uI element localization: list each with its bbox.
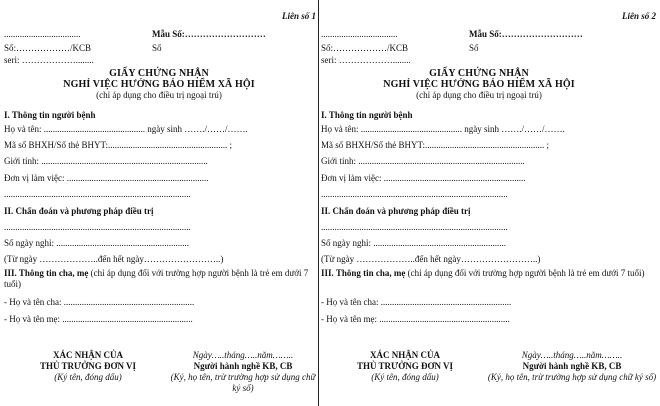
father-name-field: - Họ và tên cha: .......................................................... bbox=[4, 297, 195, 307]
workplace-field-continued: ................................................................................... bbox=[321, 189, 508, 199]
father-name-field: - Họ và tên cha: .......................................................... bbox=[321, 297, 512, 307]
confirm-note: (Ký tên, đóng dấu) bbox=[371, 372, 439, 382]
title-line-2: NGHỈ VIỆC HƯỞNG BẢO HIỂM XÃ HỘI bbox=[63, 79, 255, 90]
confirm-heading-1: XÁC NHẬN CỦA bbox=[53, 350, 123, 360]
practitioner-heading: Người hành nghề KB, CB bbox=[522, 361, 622, 371]
diagnosis-line: ................................................................................... bbox=[4, 222, 191, 232]
workplace-field: Đơn vị làm việc: ............................................................... bbox=[321, 173, 526, 183]
practitioner-note: (Ký, họ tên, trừ trường hợp sử dụng chữ ký số) bbox=[487, 372, 657, 382]
gender-field: Giới tính: .......................................................................... bbox=[321, 156, 525, 166]
workplace-field-continued: ................................................................................... bbox=[4, 189, 191, 199]
practitioner-heading: Người hành nghề KB, CB bbox=[193, 361, 293, 371]
copy-label: Liên số 2 bbox=[621, 11, 656, 21]
title-line-3: (chỉ áp dụng cho điều trị ngoại trú) bbox=[96, 90, 222, 100]
mother-name-field: - Họ và tên mẹ: .......................................................... bbox=[4, 314, 193, 324]
section-1-heading: I. Thông tin người bệnh bbox=[321, 110, 413, 120]
form-copy-1 bbox=[0, 0, 318, 406]
mau-so: Mẫu Số:……………………… bbox=[152, 29, 266, 39]
practitioner-note: (Ký, họ tên, trừ trường hợp sử dụng chữ ký số) bbox=[170, 372, 316, 393]
section-1-heading: I. Thông tin người bệnh bbox=[4, 110, 96, 120]
form-copy-2 bbox=[318, 0, 660, 406]
seri: seri: ………………........ bbox=[4, 55, 94, 65]
mother-name-field: - Họ và tên mẹ: .......................................................... bbox=[321, 314, 510, 324]
confirm-note: (Ký tên, đóng dấu) bbox=[54, 372, 122, 382]
gender-field: Giới tính: .......................................................................... bbox=[4, 156, 208, 166]
so-right: Số bbox=[152, 43, 162, 53]
leave-days-field: Số ngày nghỉ: ........................................................... bbox=[321, 238, 507, 248]
title-line-2: NGHỈ VIỆC HƯỞNG BẢO HIỂM XÃ HỘI bbox=[383, 79, 575, 90]
leave-range-field: (Từ ngày ………………..đến hết ngày……………………..) bbox=[321, 254, 541, 264]
title-line-3: (chỉ áp dụng cho điều trị ngoại trú) bbox=[416, 90, 542, 100]
confirm-heading-2: THỦ TRƯỞNG ĐƠN VỊ bbox=[39, 361, 137, 371]
section-2-heading: II. Chẩn đoán và phương pháp điều trị bbox=[321, 206, 471, 216]
mau-so: Mẫu Số:……………………… bbox=[469, 29, 583, 39]
insurance-number-field: Mã số BHXH/Số thẻ BHYT:..................................................... ; bbox=[4, 140, 233, 150]
workplace-field: Đơn vị làm việc: ............................................................... bbox=[4, 173, 209, 183]
so-kcb: Số:………………/KCB bbox=[4, 43, 92, 53]
copy-label: Liên số 1 bbox=[281, 11, 316, 21]
so-right: Số bbox=[469, 43, 479, 53]
date-line: Ngày…..tháng…..năm…….. bbox=[521, 350, 623, 360]
section-2-heading: II. Chẩn đoán và phương pháp điều trị bbox=[4, 206, 154, 216]
date-line: Ngày…..tháng…..năm…….. bbox=[192, 350, 294, 360]
confirm-heading-1: XÁC NHẬN CỦA bbox=[370, 350, 440, 360]
diagnosis-line: ................................................................................... bbox=[321, 222, 508, 232]
seri: seri: ………………........ bbox=[321, 55, 411, 65]
patient-name-field: Họ và tên: ............................................. ngày sinh ……./……/……. bbox=[4, 124, 248, 134]
section-3-heading: III. Thông tin cha, mẹ (chỉ áp dụng đối với trường hợp người bệnh là trẻ em dưới 7 tuổi) bbox=[321, 268, 645, 278]
patient-name-field: Họ và tên: ............................................. ngày sinh ……./……/……. bbox=[321, 124, 565, 134]
header-dots: .................................. bbox=[4, 29, 81, 39]
leave-range-field: (Từ ngày ………………..đến hết ngày……………………..) bbox=[4, 254, 224, 264]
so-kcb: Số:………………/KCB bbox=[321, 43, 409, 53]
header-dots: .................................. bbox=[321, 29, 398, 39]
insurance-number-field: Mã số BHXH/Số thẻ BHYT:..................................................... ; bbox=[321, 140, 550, 150]
title-line-1: GIẤY CHỨNG NHẬN bbox=[429, 68, 529, 79]
confirm-heading-2: THỦ TRƯỞNG ĐƠN VỊ bbox=[356, 361, 454, 371]
leave-days-field: Số ngày nghỉ: ........................................................... bbox=[4, 238, 190, 248]
title-line-1: GIẤY CHỨNG NHẬN bbox=[109, 68, 209, 79]
section-3-heading: III. Thông tin cha, mẹ (chỉ áp dụng đối với trường hợp người bệnh là trẻ em dưới 7 tuổi) bbox=[4, 268, 309, 289]
